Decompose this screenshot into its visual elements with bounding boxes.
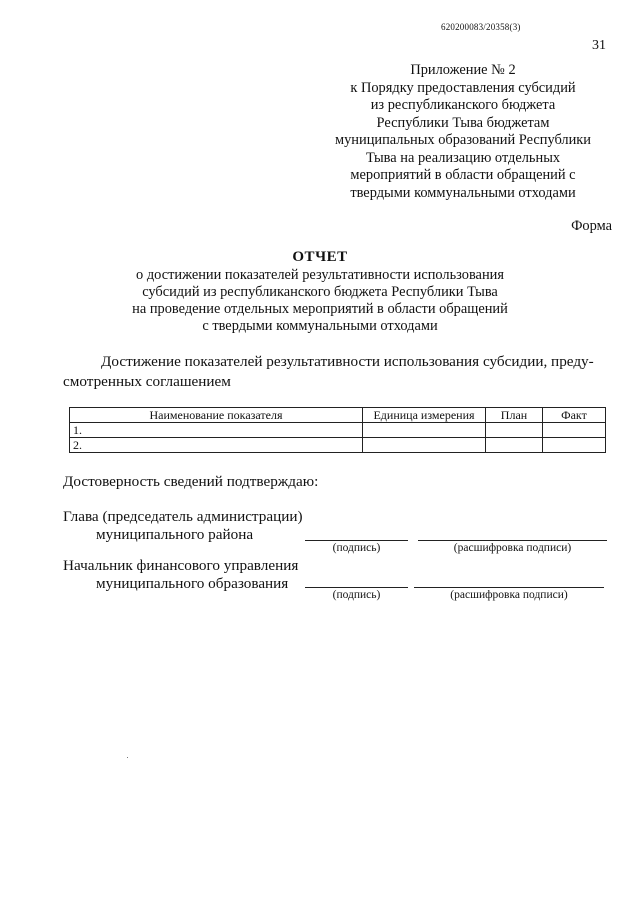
column-header-unit: Единица измерения xyxy=(363,408,486,423)
appendix-line: Республики Тыва бюджетам xyxy=(376,114,550,131)
appendix-line: из республиканского бюджета xyxy=(370,97,556,113)
name-line[interactable] xyxy=(418,540,607,541)
table-cell[interactable] xyxy=(363,438,486,453)
column-header-indicator-name: Наименование показателя xyxy=(70,408,363,423)
signature-line[interactable] xyxy=(305,540,408,541)
subtitle-line: субсидий из республиканского бюджета Республики Тыва xyxy=(142,284,498,300)
scan-speck xyxy=(127,757,128,758)
table-cell[interactable] xyxy=(486,438,543,453)
intro-text-line-2: смотренных соглашением xyxy=(63,373,231,390)
table-cell[interactable]: 2. xyxy=(70,438,363,453)
table-cell[interactable]: 1. xyxy=(70,423,363,438)
signatory-title xyxy=(63,508,303,544)
subtitle-line: с твердыми коммунальными отходами xyxy=(202,318,438,334)
signatory-title-line: муниципального района xyxy=(96,526,254,543)
appendix-line: муниципальных образований Республики xyxy=(334,132,591,148)
subtitle-line: на проведение отдельных мероприятий в области обращений xyxy=(132,301,508,317)
name-caption: (расшифровка подписи) xyxy=(450,589,568,601)
subtitle-line: о достижении показателей результативности использования xyxy=(136,267,504,283)
signatory-title-line: Глава (председатель администрации) xyxy=(63,508,303,525)
form-label: Форма xyxy=(571,218,612,234)
appendix-line: Тыва на реализацию отдельных xyxy=(365,149,561,166)
table-cell[interactable] xyxy=(486,423,543,438)
page-number: 31 xyxy=(592,38,606,53)
table-row xyxy=(70,438,606,453)
table-cell[interactable] xyxy=(363,423,486,438)
table-cell[interactable] xyxy=(543,423,606,438)
signature-caption: (подпись) xyxy=(332,542,381,554)
report-title: ОТЧЕТ xyxy=(292,249,348,265)
report-subtitle xyxy=(100,267,540,335)
document-id: 620200083/20358(3) xyxy=(441,22,521,32)
indicators-table xyxy=(69,407,606,453)
appendix-line: мероприятий в области обращений с xyxy=(350,167,576,183)
signature-caption: (подпись) xyxy=(332,589,381,601)
appendix-heading xyxy=(318,62,608,202)
appendix-line: твердыми коммунальными отходами xyxy=(350,184,576,201)
appendix-line: к Порядку предоставления субсидий xyxy=(350,79,576,96)
signatory-title-line: муниципального образования xyxy=(96,575,289,592)
signature-line[interactable] xyxy=(305,587,408,588)
table-row xyxy=(70,423,606,438)
name-caption: (расшифровка подписи) xyxy=(453,542,572,554)
signatory-title xyxy=(63,557,298,593)
table-header-row xyxy=(70,408,606,423)
appendix-line: Приложение № 2 xyxy=(410,62,516,78)
table-cell[interactable] xyxy=(543,438,606,453)
name-line[interactable] xyxy=(414,587,604,588)
signatory-title-line: Начальник финансового управления xyxy=(63,557,299,574)
column-header-plan: План xyxy=(486,408,543,423)
confirmation-text: Достоверность сведений подтверждаю: xyxy=(63,473,319,490)
intro-text-line-1: Достижение показателей результативности использования субсидии, преду- xyxy=(101,353,594,370)
column-header-fact: Факт xyxy=(543,408,606,423)
